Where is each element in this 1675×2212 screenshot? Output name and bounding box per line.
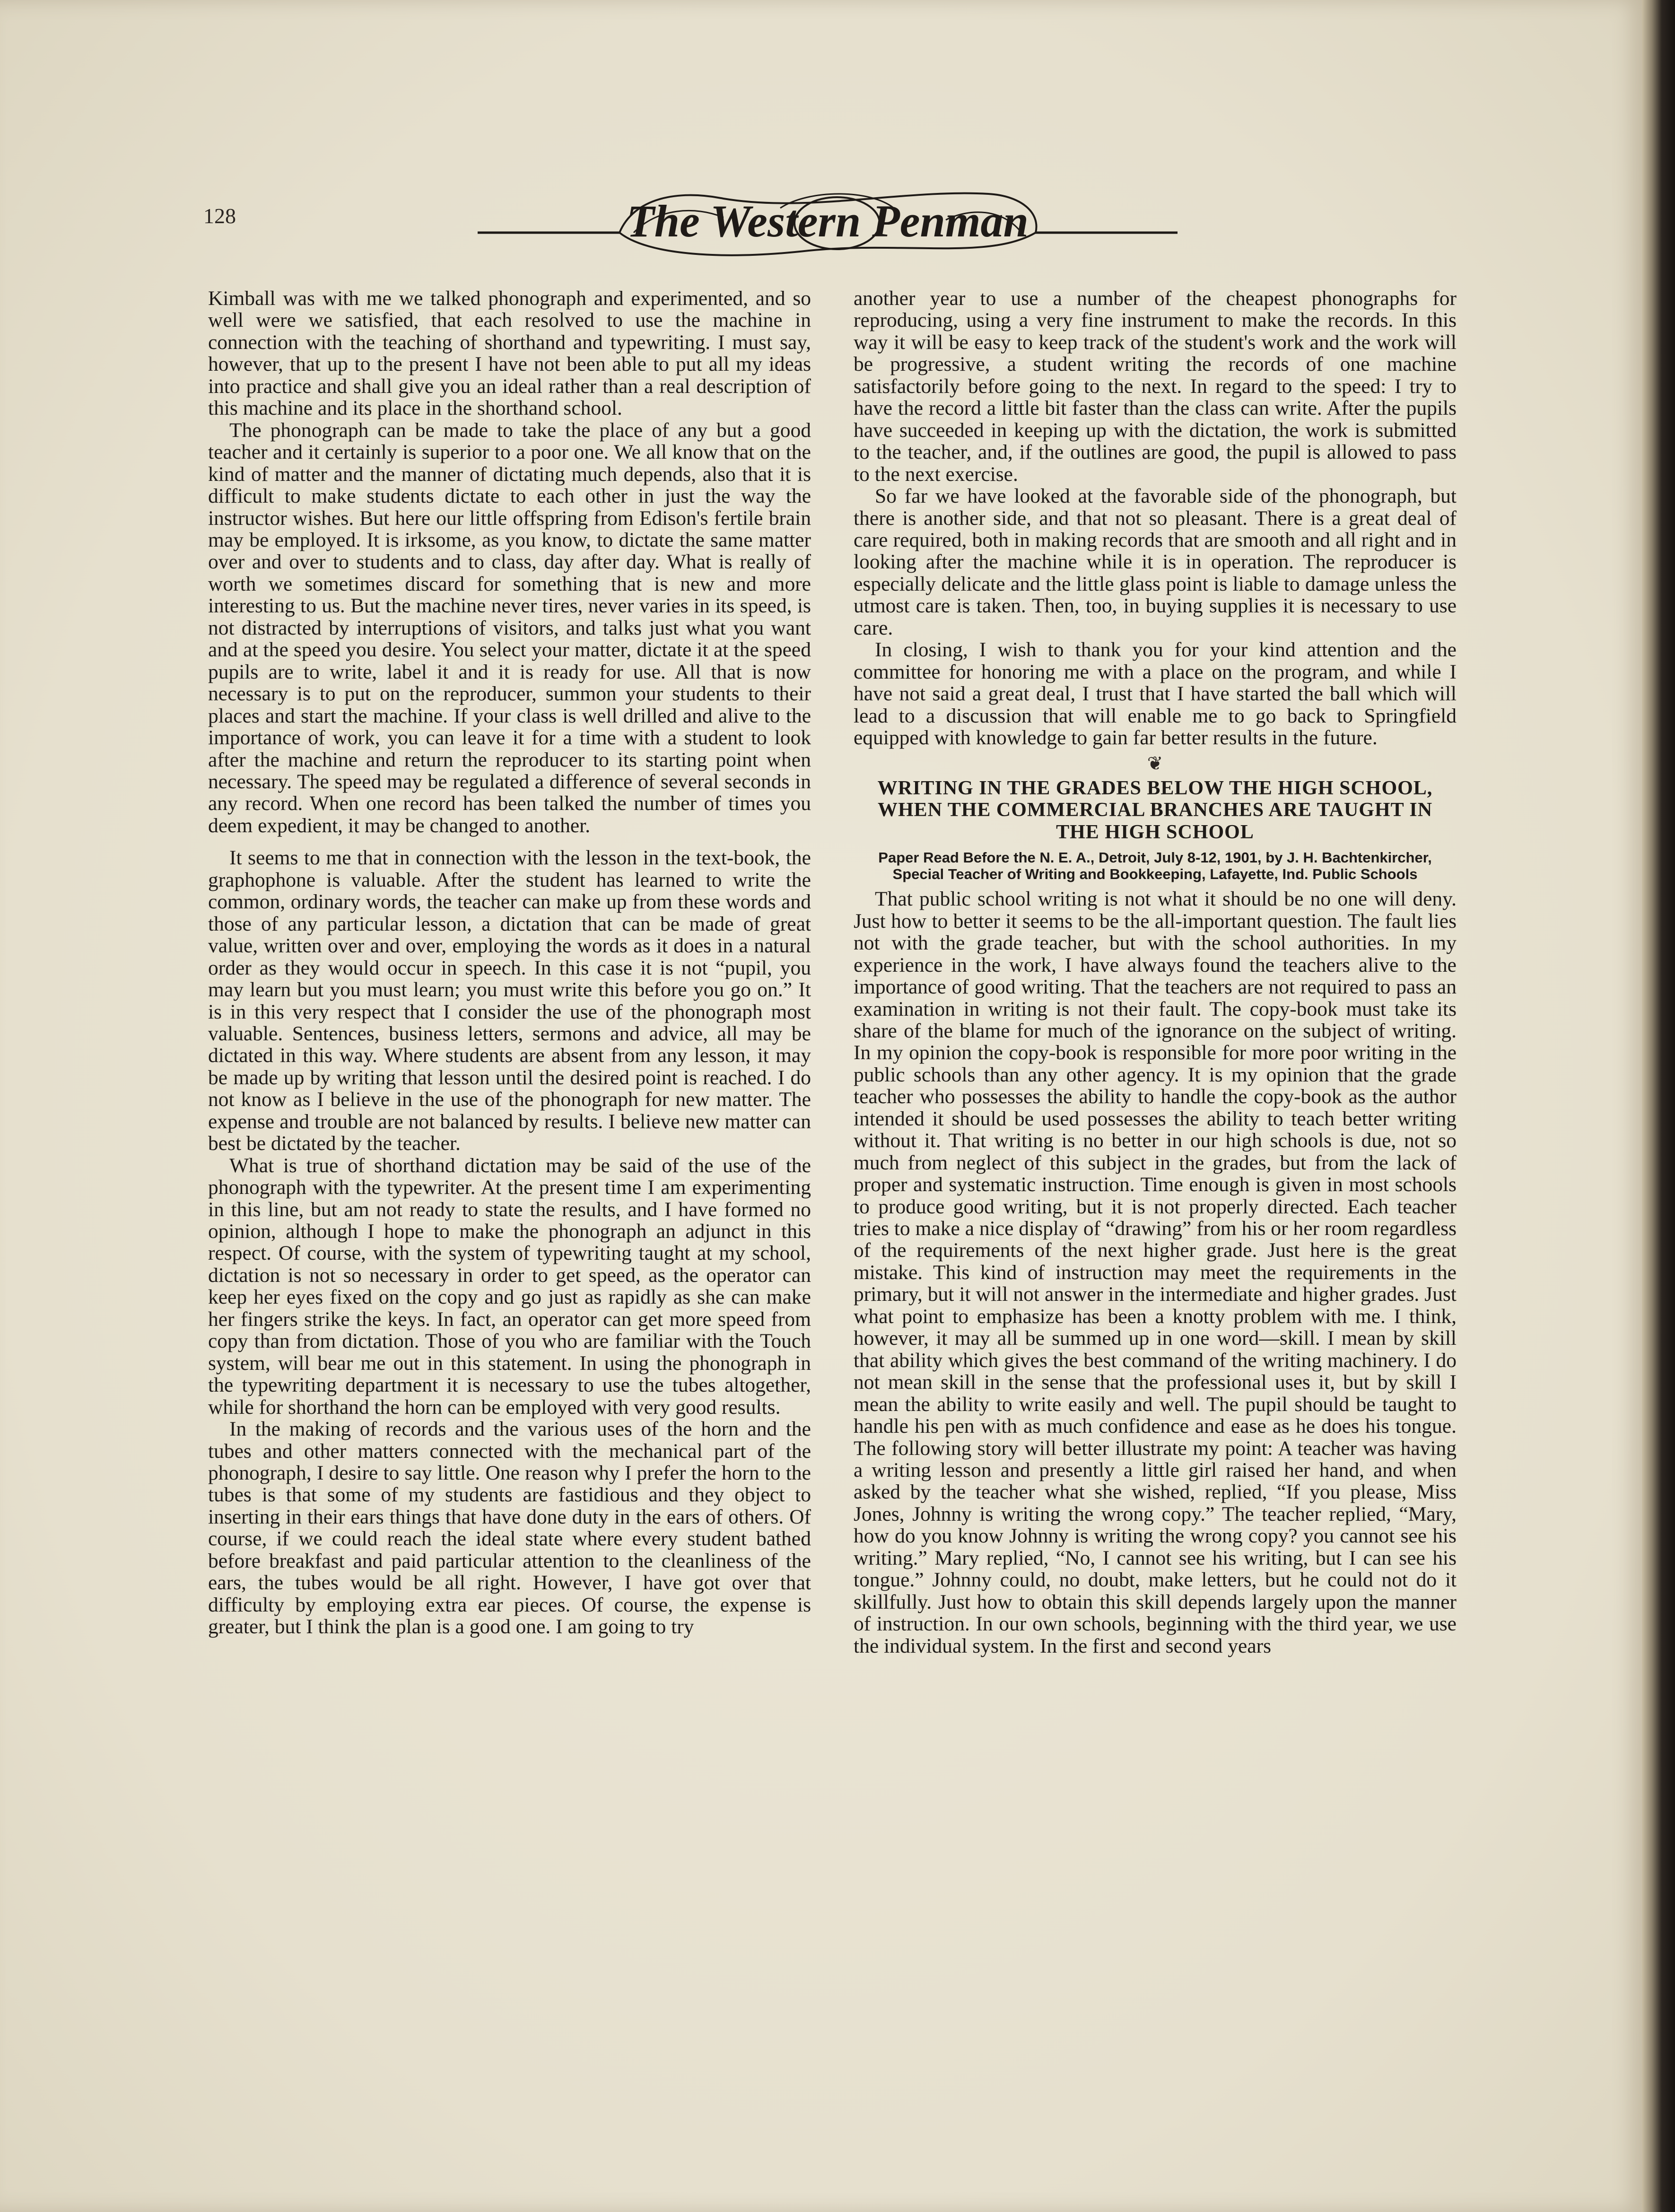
left-paragraph-4: What is true of shorthand dictation may be said of the use of the phonograph with the typewriter. At the present time I am experimenting in this line, but am not ready to state the results, and I have formed no opinion, although I hope to make the phonograph an adjunct in this respect. Of course, with the system of typewriting taught at my school, dictation is not so necessary in order to get speed, as the operator can keep her eyes fixed on the copy and go just as rapidly as she can make her fingers strike the keys. In fact, an operator can get more speed from copy than from dictation. Those of you who are familiar with the Touch system, will bear me out in this statement. In using the phonograph in the typewriting department it is necessary to use the tubes altogether, while for shorthand the horn can be employed with very good results. (208, 1154, 811, 1419)
article-byline: Paper Read Before the N. E. A., Detroit, July 8-12, 1901, by J. H. Bachtenkircher, Special Teacher of Writing and Bookkeeping, Lafayette, Ind. Public Schools (878, 849, 1432, 882)
section-ornament: ❦ (1147, 752, 1163, 774)
page-number: 128 (203, 204, 236, 228)
left-paragraph-2: The phonograph can be made to take the place of any but a good teacher and it certainly is superior to a poor one. We all know that on the kind of matter and the manner of dictating much depends, also that it is difficult to make students dictate to each other in just the way the instructor wishes. But here our little offspring from Edison's fertile brain may be employed. It is irksome, as you know, to dictate the same matter over and over to students and to class, day after day. What is really of worth we sometimes discard for something that is new and more interesting to us. But the machine never tires, never varies in its speed, is not distracted by interruptions of visitors, and talks just what you want and at the speed you desire. You select your matter, dictate it at the speed pupils are to write, label it and it is ready for use. All that is now necessary is to put on the reproducer, summon your students to their places and start the machine. If your class is well drilled and alive to the importance of work, you can leave it for a time with a student to look after the machine and return the reproducer to its starting point when necessary. The speed may be regulated a difference of several seconds in any record. When one record has been talked the number of times you deem expedient, it may be changed to another. (208, 418, 811, 837)
masthead-logo-art (478, 180, 1178, 270)
left-paragraph-1: Kimball was with me we talked phonograph and experimented, and so well were we satisfied, that each resolved to use the machine in connection with the teaching of shorthand and typewriting. I must say, however, that up to the present I have not been able to put all my ideas into practice and shall give you an ideal rather than a real description of this machine and its place in the shorthand school. (208, 287, 811, 420)
article-columns (208, 287, 1457, 2127)
right-paragraph-3: In closing, I wish to thank you for your kind attention and the committee for honoring me with a place on the program, and while I have not said a great deal, I trust that I have started the ball which will lead to a discussion that will enable me to go back to Springfield equipped with knowledge to gain far better results in the future. (854, 638, 1457, 749)
left-column (208, 287, 811, 2127)
article-body: That public school writing is not what it should be no one will deny. Just how to better it seems to be the all-important question. The fault lies not with the grade teacher, but with the school authorities. In my experience in the work, I have always found the teachers alive to the importance of good writing. That the teachers are not required to pass an examination in writing is not their fault. The copy-book must take its share of the blame for much of the ignorance on the subject of writing. In my opinion the copy-book is responsible for more poor writing in the public schools than any other agency. It is my opinion that the grade teacher who possesses the ability to handle the copy-book as the author intended it should be used possesses the ability to teach better writing without it. That writing is no better in our high schools is due, not so much from neglect of this subject in the grades, but from the lack of proper and systematic instruction. Time enough is given in most schools to produce good writing, but it is not properly directed. Each teacher tries to make a nice display of “drawing” from his or her room regardless of the requirements of the next higher grade. Just here is the great mistake. This kind of instruction may meet the requirements in the primary, but it will not answer in the intermediate and higher grades. Just what point to emphasize has been a knotty problem with me. I think, however, it may all be summed up in one word—skill. I mean by skill that ability which gives the best command of the writing machinery. I do not mean skill in the sense that the professional uses it, but by skill I mean the ability to write easily and well. The pupil should be taught to handle his pen with as much confidence and ease as he does his tongue. The following story will better illustrate my point: A teacher was having a writing lesson and presently a little girl raised her hand, and when asked by the teacher what she wished, replied, “If you please, Miss Jones, Johnny is writing the wrong copy.” The teacher replied, “Mary, how do you know Johnny is writing the wrong copy? you cannot see his writing.” Mary replied, “No, I cannot see his writing, but I can see his tongue.” Johnny could, no doubt, make letters, but he could not do it skillfully. Just how to obtain this skill depends largely upon the manner of instruction. In our own schools, beginning with the third year, we use the individual system. In the first and second years (854, 888, 1457, 1657)
masthead-title: The Western Penman (627, 196, 1029, 246)
right-column (854, 287, 1457, 2127)
article-title: WRITING IN THE GRADES BELOW THE HIGH SCHOOL, WHEN THE COMMERCIAL BRANCHES ARE TAUGHT IN THE HIGH SCHOOL (877, 777, 1433, 843)
left-paragraph-3: It seems to me that in connection with the lesson in the text-book, the graphophone is valuable. After the student has learned to write the common, ordinary words, the teacher can make up from these words and those of any particular lesson, a dictation that can be made of great value, written over and over, employing the words as it does in a natural order as they would occur in speech. In this case it is not “pupil, you may learn but you must learn; you must write this before you go on.” It is in this very respect that I consider the use of the phonograph most valuable. Sentences, business letters, sermons and advice, all may be dictated in this way. Where students are absent from any lesson, it may be made up by writing that lesson until the desired point is reached. I do not know as I believe in the use of the phonograph for new matter. The expense and trouble are not balanced by results. I believe new matter can best be dictated by the teacher. (208, 846, 811, 1155)
right-paragraph-2: So far we have looked at the favorable side of the phonograph, but there is another side, and that not so pleasant. There is a great deal of care required, both in making records that are smooth and all right and in looking after the machine while it is in operation. The reproducer is especially delicate and the little glass point is liable to damage unless the utmost care is taken. Then, too, in buying supplies it is necessary to use care. (854, 485, 1457, 639)
left-paragraph-5: In the making of records and the various uses of the horn and the tubes and other matters connected with the mechanical part of the phonograph, I desire to say little. One reason why I prefer the horn to the tubes is that some of my students are fastidious and they object to inserting in their ears things that have done duty in the ears of others. Of course, if we could reach the ideal state where every student bathed before breakfast and paid particular attention to the cleanliness of the ears, the tubes would be all right. However, I have got over that difficulty by employing extra ear pieces. Of course, the expense is greater, but I think the plan is a good one. I am going to try (208, 1418, 811, 1638)
right-paragraph-1: another year to use a number of the cheapest phonographs for reproducing, using a very fine instrument to make the records. In this way it will be easy to keep track of the student's work and the work will be progressive, a student writing the records of one machine satisfactorily before going to the next. In regard to the speed: I try to have the record a little bit faster than the class can write. After the pupils have succeeded in keeping up with the dictation, the work is submitted to the teacher, and, if the outlines are good, the pupil is allowed to pass to the next exercise. (854, 287, 1457, 486)
masthead-logo (478, 180, 1178, 270)
book-spine (1642, 0, 1675, 2212)
